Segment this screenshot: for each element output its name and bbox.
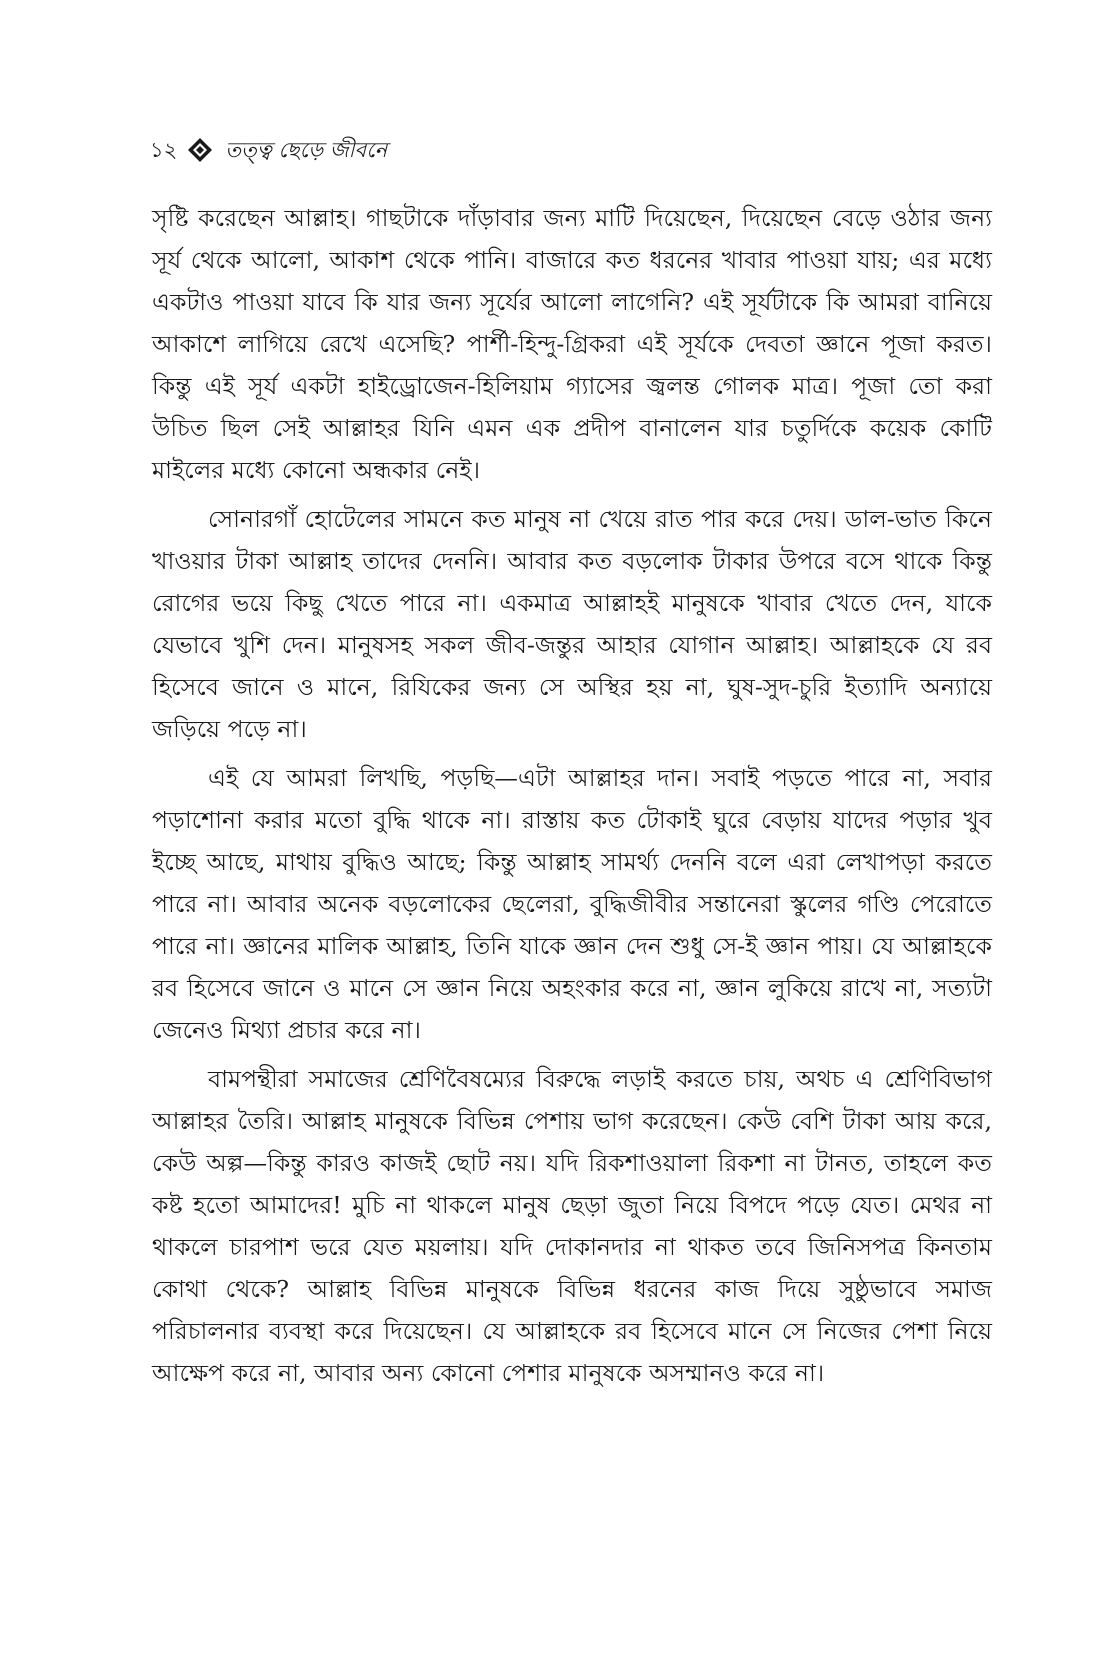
book-title: তত্ত্ব ছেড়ে জীবনে: [225, 138, 388, 162]
diamond-ornament-icon: [187, 137, 213, 163]
running-header: [150, 136, 387, 164]
paragraph: সোনারগাঁ হোটেলের সামনে কত মানুষ না খেয়ে রাত পার করে দেয়। ডাল-ভাত কিনে খাওয়ার টাকা আল্লাহ তাদের দেননি। আবার কত বড়লোক টাকার উপরে বসে থাকে কিন্তু রোগের ভয়ে কিছু খেতে পারে না। একমাত্র আল্লাহই মানুষকে খাবার খেতে দেন, যাকে যেভাবে খুশি দেন। মানুষসহ সকল জীব-জন্তুর আহার যোগান আল্লাহ। আল্লাহকে যে রব হিসেবে জানে ও মানে, রিযিকের জন্য সে অস্থির হয় না, ঘুষ-সুদ-চুরি ইত্যাদি অন্যায়ে জড়িয়ে পড়ে না।: [152, 505, 992, 743]
page-number: ১২: [150, 138, 178, 162]
paragraph-continued: সৃষ্টি করেছেন আল্লাহ। গাছটাকে দাঁড়াবার জন্য মাটি দিয়েছেন, দিয়েছেন বেড়ে ওঠার জন্য সূর্য থেকে আলো, আকাশ থেকে পানি। বাজারে কত ধরনের খাবার পাওয়া যায়; এর মধ্যে একটাও পাওয়া যাবে কি যার জন্য সূর্যের আলো লাগেনি? এই সূর্যটাকে কি আমরা বানিয়ে আকাশে লাগিয়ে রেখে এসেছি? পার্শী-হিন্দু-গ্রিকরা এই সূর্যকে দেবতা জ্ঞানে পূজা করত। কিন্তু এই সূর্য একটা হাইড্রোজেন-হিলিয়াম গ্যাসের জ্বলন্ত গোলক মাত্র। পূজা তো করা উচিত ছিল সেই আল্লাহর যিনি এমন এক প্রদীপ বানালেন যার চতুর্দিকে কয়েক কোটি মাইলের মধ্যে কোনো অন্ধকার নেই।: [152, 204, 992, 484]
paragraph: বামপন্থীরা সমাজের শ্রেণিবৈষম্যের বিরুদ্ধে লড়াই করতে চায়, অথচ এ শ্রেণিবিভাগ আল্লাহর তৈরি। আল্লাহ মানুষকে বিভিন্ন পেশায় ভাগ করেছেন। কেউ বেশি টাকা আয় করে, কেউ অল্প—কিন্তু কারও কাজই ছোট নয়। যদি রিকশাওয়ালা রিকশা না টানত, তাহলে কত কষ্ট হতো আমাদের! মুচি না থাকলে মানুষ ছেড়া জুতা নিয়ে বিপদে পড়ে যেত। মেথর না থাকলে চারপাশ ভরে যেত ময়লায়। যদি দোকানদার না থাকত তবে জিনিসপত্র কিনতাম কোথা থেকে? আল্লাহ বিভিন্ন মানুষকে বিভিন্ন ধরনের কাজ দিয়ে সুষ্ঠুভাবে সমাজ পরিচালনার ব্যবস্থা করে দিয়েছেন। যে আল্লাহকে রব হিসেবে মানে সে নিজের পেশা নিয়ে আক্ষেপ করে না, আবার অন্য কোনো পেশার মানুষকে অসম্মানও করে না।: [152, 1065, 992, 1387]
paragraph: এই যে আমরা লিখছি, পড়ছি—এটা আল্লাহর দান। সবাই পড়তে পারে না, সবার পড়াশোনা করার মতো বুদ্ধি থাকে না। রাস্তায় কত টোকাই ঘুরে বেড়ায় যাদের পড়ার খুব ইচ্ছে আছে, মাথায় বুদ্ধিও আছে; কিন্তু আল্লাহ সামর্থ্য দেননি বলে এরা লেখাপড়া করতে পারে না। আবার অনেক বড়লোকের ছেলেরা, বুদ্ধিজীবীর সন্তানেরা স্কুলের গণ্ডি পেরোতে পারে না। জ্ঞানের মালিক আল্লাহ, তিনি যাকে জ্ঞান দেন শুধু সে-ই জ্ঞান পায়। যে আল্লাহকে রব হিসেবে জানে ও মানে সে জ্ঞান নিয়ে অহংকার করে না, জ্ঞান লুকিয়ে রাখে না, সত্যটা জেনেও মিথ্যা প্রচার করে না।: [152, 764, 992, 1044]
body-text: [152, 197, 992, 1401]
